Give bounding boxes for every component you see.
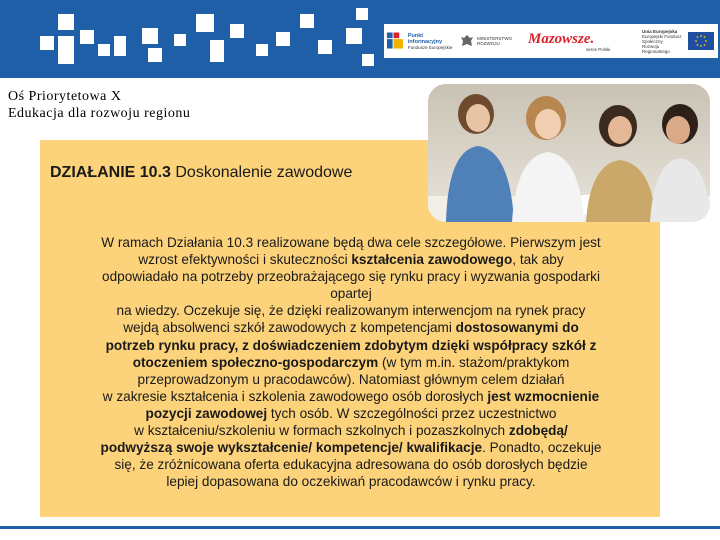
decor-square	[80, 30, 94, 44]
decor-square	[114, 36, 126, 56]
decor-square	[362, 54, 374, 66]
body-line	[50, 268, 652, 285]
body-line	[50, 251, 652, 268]
body-bold-run: zdobędą/	[508, 423, 568, 439]
body-bold-run: pozycji zawodowej	[145, 405, 268, 421]
mazowsze-wordmark: Mazowsze.	[528, 30, 595, 47]
body-line	[50, 456, 652, 473]
body-bold-run: jest wzmocnienie	[487, 388, 600, 404]
decor-square	[346, 28, 362, 44]
body-run: (w tym m.in. stażom/praktykom	[378, 354, 570, 370]
decor-square	[300, 14, 314, 28]
body-run: , tak aby	[512, 252, 564, 268]
decor-square	[256, 44, 268, 56]
body-run: na wiedzy. Oczekuje się, że dzięki realizowanym interwencjom na rynek pracy	[116, 303, 586, 319]
body-run: się, że zróżnicowana oferta edukacyjna adresowana do osób dorosłych będzie	[114, 457, 588, 473]
ue-title: Unia Europejska	[642, 28, 678, 34]
body-line	[50, 473, 652, 490]
body-line	[50, 302, 652, 319]
decor-square	[142, 28, 158, 44]
priority-line-2: Edukacja dla rozwoju regionu	[8, 106, 191, 121]
priority-heading	[8, 88, 190, 122]
body-line	[50, 439, 652, 456]
ue-sub-2: Społeczny	[642, 38, 663, 44]
decor-square	[98, 44, 110, 56]
decor-square	[318, 40, 332, 54]
ue-sub-3: Rozwoju Regionalnego	[642, 43, 670, 54]
body-line	[50, 371, 652, 388]
body-run: w kształceniu/szkoleniu w formach szkolnych i pozaszkolnych	[134, 423, 509, 439]
mazowsze-tagline: serce Polski	[586, 46, 611, 52]
body-line	[50, 388, 652, 405]
body-run: lepiej dopasowana do oczekiwań pracodawców i rynku pracy.	[166, 474, 536, 490]
decor-square	[58, 36, 74, 64]
panel-body-text	[50, 234, 652, 490]
decor-square	[210, 40, 224, 62]
punkt-informacyjny-logo	[386, 24, 456, 58]
decor-square	[58, 14, 74, 30]
students-studying-photo	[428, 84, 710, 222]
header-divider	[0, 76, 720, 78]
punkt-sub-label: Fundusze Europejskie	[407, 44, 453, 50]
panel-title	[50, 164, 352, 182]
panel-title-rest: Doskonalenie zawodowe	[170, 164, 353, 181]
fundusze-europejskie-icon	[386, 30, 405, 52]
decor-square	[148, 48, 162, 62]
decor-square	[230, 24, 244, 38]
body-bold-run: podwyższą swoje wykształcenie/ kompetencje/ kwalifikacje	[100, 440, 483, 456]
body-line	[50, 337, 652, 354]
body-bold-run: kształcenia zawodowego	[351, 252, 513, 268]
logo-strip	[384, 24, 718, 58]
body-bold-run: dostosowanymi do	[455, 320, 579, 336]
decor-square	[276, 32, 290, 46]
body-line	[50, 234, 652, 251]
header-bar	[0, 0, 720, 76]
body-bold-run: otoczeniem społeczno-gospodarczym	[132, 354, 379, 370]
body-run: W ramach Działania 10.3 realizowane będą dwa cele szczegółowe. Pierwszym jest	[101, 235, 601, 250]
body-line	[50, 319, 652, 336]
body-line	[50, 405, 652, 422]
body-run: wejdą absolwenci szkół zawodowych z kompetencjami	[123, 320, 456, 336]
punkt-label: Punkt informacyjny	[407, 32, 443, 45]
body-run: wzrost efektywności i skuteczności	[138, 252, 352, 268]
body-run: . Ponadto, oczekuje	[482, 440, 602, 456]
body-line	[50, 285, 652, 302]
decor-square	[174, 34, 186, 46]
ue-sub-1: Europejski Fundusz	[642, 33, 682, 39]
priority-line-1: Oś Priorytetowa X	[8, 89, 122, 104]
ministerstwo-logo	[460, 24, 522, 58]
body-line	[50, 422, 652, 439]
body-run: opartej	[330, 286, 372, 302]
eagle-emblem-icon	[460, 33, 474, 49]
body-run: odpowiadało na potrzeby przeobrażającego się rynku pracy i wyzwania gospodarki	[102, 269, 600, 285]
eu-flag-icon	[688, 32, 714, 50]
body-run: tych osób. W szczególności przez uczestnictwo	[267, 405, 557, 421]
decor-square	[356, 8, 368, 20]
panel-title-bold: DZIAŁANIE 10.3	[50, 164, 171, 181]
body-run: przeprowadzonym u pracodawców). Natomiast głównym celem działań	[137, 371, 565, 387]
ministerstwo-label: MINISTERSTWO ROZWOJU	[477, 36, 512, 46]
decor-square	[196, 14, 214, 32]
body-line	[50, 354, 652, 371]
footer-divider	[0, 526, 720, 529]
body-bold-run: potrzeb rynku pracy, z doświadczeniem zdobytym dzięki współpracy szkół z	[105, 337, 597, 353]
mazowsze-logo	[528, 24, 628, 58]
unia-europejska-logo	[642, 24, 716, 58]
decor-square	[40, 36, 54, 50]
body-run: w zakresie kształcenia i szkolenia zawodowego osób dorosłych	[102, 388, 488, 404]
